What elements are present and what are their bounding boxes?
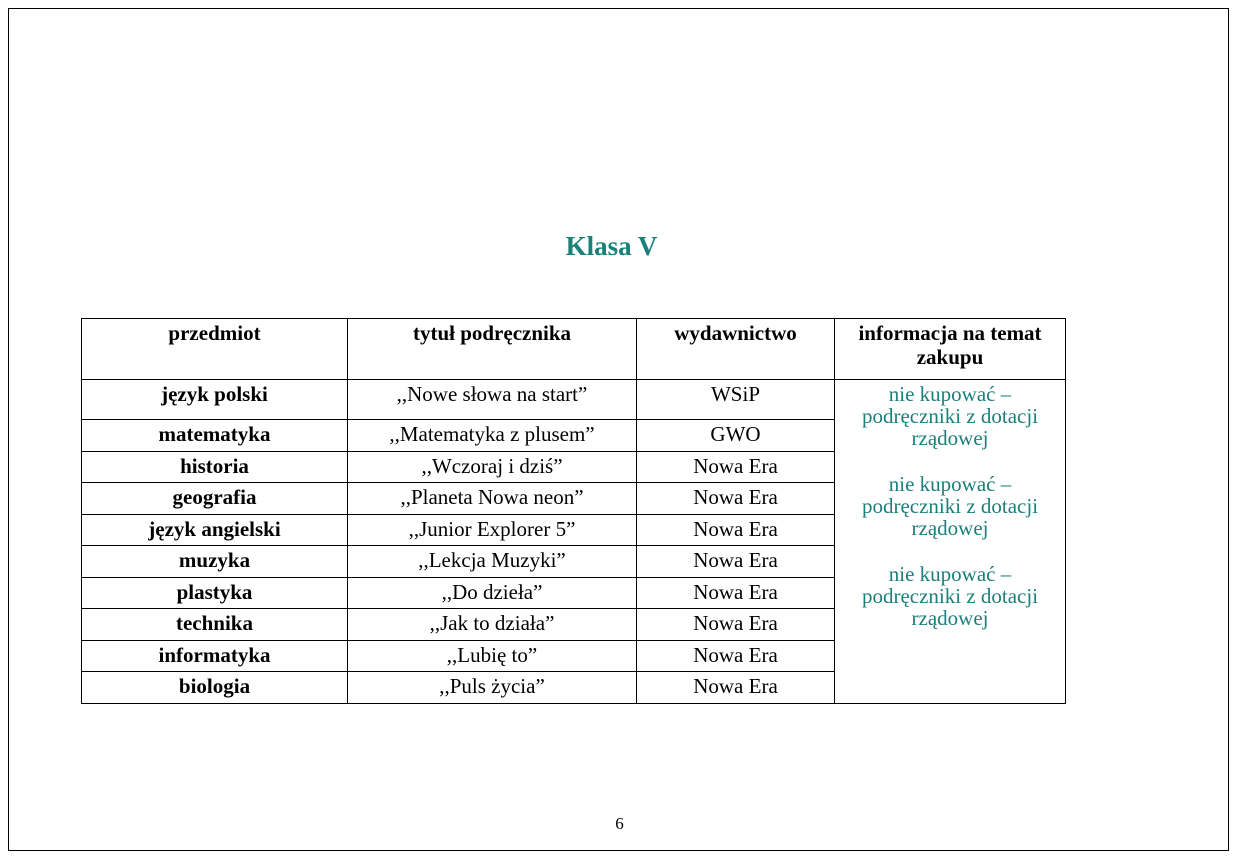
publisher-cell: Nowa Era: [637, 672, 835, 704]
textbook-title-cell: ,,Planeta Nowa neon”: [348, 483, 637, 515]
purchase-note: nie kupować – podręczniki z dotacji rządowej: [861, 472, 1039, 540]
page-title: Klasa V: [565, 231, 658, 261]
subject-cell: matematyka: [82, 420, 348, 452]
header-subject: przedmiot: [82, 319, 348, 380]
textbook-title-cell: ,,Lubię to”: [348, 640, 637, 672]
publisher-cell: GWO: [637, 420, 835, 452]
textbook-title-cell: ,,Jak to działa”: [348, 609, 637, 641]
textbook-title-cell: ,,Puls życia”: [348, 672, 637, 704]
subject-cell: muzyka: [82, 546, 348, 578]
header-title: tytuł podręcznika: [348, 319, 637, 380]
header-purchase-info: informacja na temat zakupu: [835, 319, 1066, 380]
purchase-note: nie kupować – podręczniki z dotacji rządowej: [861, 562, 1039, 630]
document-page: [8, 8, 1229, 851]
subject-cell: język angielski: [82, 514, 348, 546]
subject-cell: technika: [82, 609, 348, 641]
purchase-info-cell: [835, 380, 1066, 704]
subject-cell: język polski: [82, 380, 348, 420]
subject-cell: plastyka: [82, 577, 348, 609]
publisher-cell: Nowa Era: [637, 514, 835, 546]
publisher-cell: Nowa Era: [637, 640, 835, 672]
textbook-title-cell: ,,Nowe słowa na start”: [348, 380, 637, 420]
subject-cell: historia: [82, 451, 348, 483]
page-number: 6: [615, 814, 624, 833]
publisher-cell: Nowa Era: [637, 609, 835, 641]
table-header-row: [82, 319, 1066, 380]
subject-cell: geografia: [82, 483, 348, 515]
subject-cell: biologia: [82, 672, 348, 704]
publisher-cell: WSiP: [637, 380, 835, 420]
publisher-cell: Nowa Era: [637, 577, 835, 609]
publisher-cell: Nowa Era: [637, 483, 835, 515]
textbook-title-cell: ,,Lekcja Muzyki”: [348, 546, 637, 578]
textbook-title-cell: ,,Junior Explorer 5”: [348, 514, 637, 546]
textbook-table: [81, 318, 1066, 704]
textbook-title-cell: ,,Do dzieła”: [348, 577, 637, 609]
header-publisher: wydawnictwo: [637, 319, 835, 380]
subject-cell: informatyka: [82, 640, 348, 672]
table-row: [82, 380, 1066, 420]
textbook-title-cell: ,,Matematyka z plusem”: [348, 420, 637, 452]
publisher-cell: Nowa Era: [637, 546, 835, 578]
textbook-title-cell: ,,Wczoraj i dziś”: [348, 451, 637, 483]
publisher-cell: Nowa Era: [637, 451, 835, 483]
purchase-note: nie kupować – podręczniki z dotacji rządowej: [861, 382, 1039, 450]
